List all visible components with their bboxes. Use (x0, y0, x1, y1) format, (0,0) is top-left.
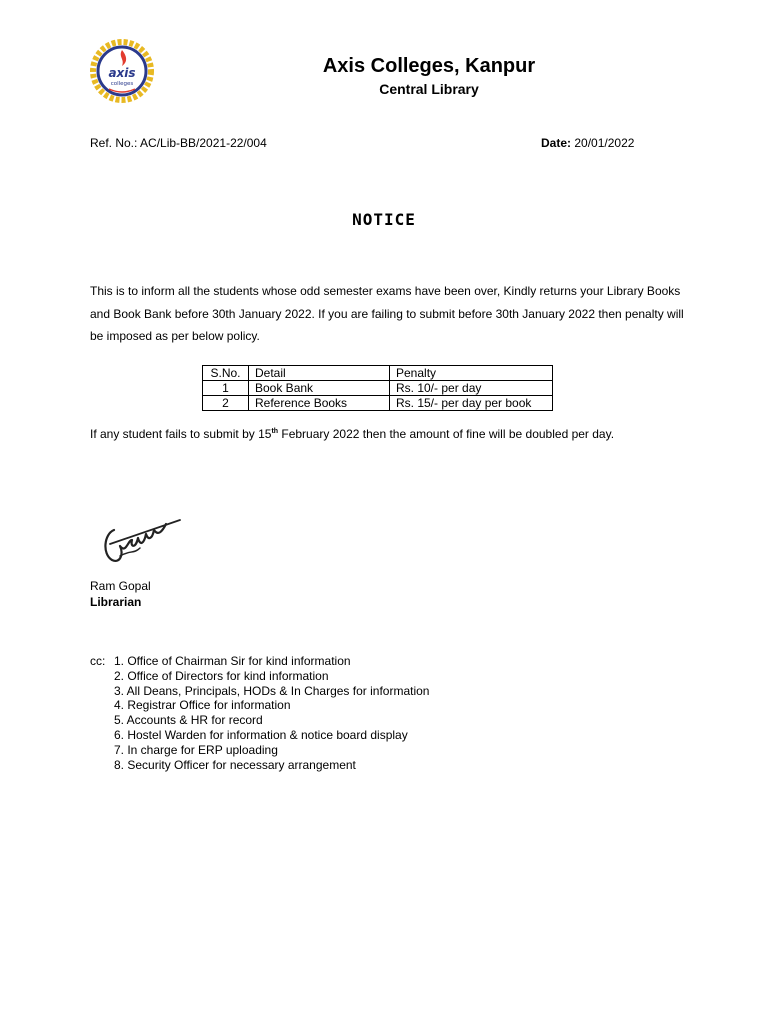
cc-item: 8. Security Officer for necessary arrangement (114, 757, 356, 772)
table-cell: Reference Books (249, 396, 390, 411)
date-line (541, 136, 634, 150)
cc-item: 1. Office of Chairman Sir for kind information (114, 654, 351, 668)
table-header-cell: S.No. (203, 366, 249, 381)
table-header-cell: Penalty (390, 366, 553, 381)
table-row (203, 396, 553, 411)
svg-text:colleges: colleges (110, 81, 134, 87)
fine-statement (90, 427, 614, 441)
fine-text-after: February 2022 then the amount of fine will be doubled per day. (278, 427, 615, 441)
penalty-table (202, 365, 553, 411)
signatory-name: Ram Gopal (90, 579, 151, 593)
table-cell: Rs. 10/- per day (390, 381, 553, 396)
cc-item: 6. Hostel Warden for information & notice board display (114, 727, 408, 742)
svg-text:axis: axis (108, 66, 136, 80)
date-value: 20/01/2022 (574, 136, 635, 150)
notice-body: This is to inform all the students whose odd semester exams have been over, Kindly returns your Library Books and Book Bank before 30th January 2022. If you are failing to submit before 30th January 2022 then penalty will be imposed as per below policy. (90, 284, 684, 343)
signature-image (100, 510, 184, 570)
cc-label: cc: (90, 654, 106, 668)
date-label: Date: (541, 136, 572, 150)
cc-item: 5. Accounts & HR for record (114, 713, 263, 728)
notice-heading: NOTICE (352, 210, 416, 229)
table-cell: Rs. 15/- per day per book (390, 396, 553, 411)
cc-list (114, 654, 534, 772)
table-cell: Book Bank (249, 381, 390, 396)
cc-item: 2. Office of Directors for kind information (114, 668, 329, 683)
table-cell: 2 (203, 396, 249, 411)
college-name: Axis Colleges, Kanpur (322, 55, 536, 77)
fine-superscript: th (271, 428, 279, 435)
cc-item: 7. In charge for ERP uploading (114, 742, 278, 757)
fine-text-before: If any student fails to submit by 15 (90, 427, 272, 441)
table-header-cell: Detail (249, 366, 390, 381)
reference-number: Ref. No.: AC/Lib-BB/2021-22/004 (90, 136, 267, 150)
cc-item: 4. Registrar Office for information (114, 698, 291, 713)
signatory-designation: Librarian (90, 595, 142, 609)
table-row (203, 381, 553, 396)
cc-item: 3. All Deans, Principals, HODs & In Charges for information (114, 683, 430, 698)
department-name: Central Library (379, 81, 479, 97)
table-cell: 1 (203, 381, 249, 396)
table-header-row (203, 366, 553, 381)
